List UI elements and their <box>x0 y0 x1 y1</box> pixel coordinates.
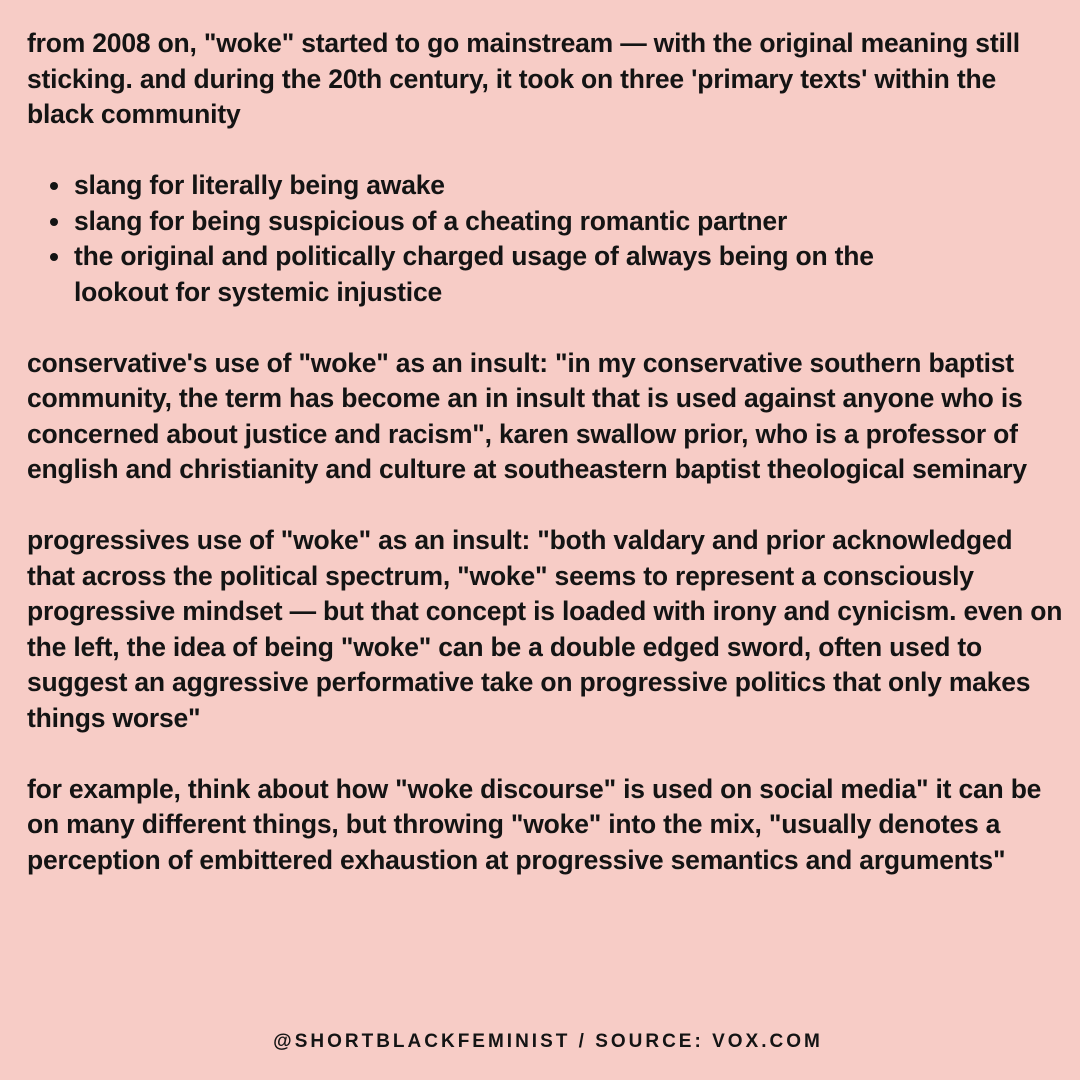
example-paragraph: for example, think about how "woke discourse" is used on social media" it can be on many different things, but throwing "woke" into the mix, "usually denotes a perception of embittered exhaustion at progressive semantics and arguments" <box>27 773 1042 875</box>
source-credit: @SHORTBLACKFEMINIST / SOURCE: VOX.COM <box>273 1031 823 1052</box>
list-item: slang for being suspicious of a cheating romantic partner <box>74 204 974 240</box>
list-item: slang for literally being awake <box>74 168 974 204</box>
list-item: the original and politically charged usage of always being on the lookout for systemic injustice <box>74 239 974 310</box>
usage-list <box>27 168 974 310</box>
progressive-paragraph: progressives use of "woke" as an insult: "both valdary and prior acknowledged that across the political spectrum, "woke" seems to represent a consciously progressive mindset — but that concept is loaded with irony and cynicism. even on the left, the idea of being "woke" can be a double edged sword, often used to suggest an aggressive performative take on progressive politics that only makes things worse" <box>27 525 1063 733</box>
intro-paragraph: from 2008 on, "woke" started to go mainstream — with the original meaning still sticking. and during the 20th century, it took on three 'primary texts' within the black community <box>27 28 1020 129</box>
conservative-paragraph: conservative's use of "woke" as an insult: "in my conservative southern baptist community, the term has become an in insult that is used against anyone who is concerned about justice and racism", karen swallow prior, who is a professor of english and christianity and culture at southeastern baptist theological seminary <box>27 347 1027 484</box>
document-body <box>27 26 1063 914</box>
